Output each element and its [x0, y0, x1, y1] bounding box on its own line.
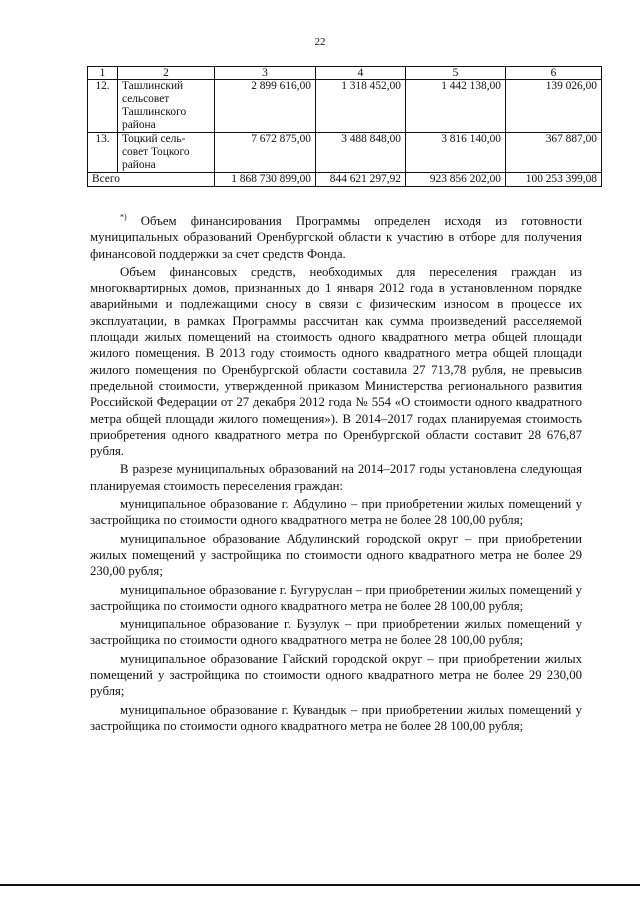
table-header-cell: 5	[406, 67, 506, 80]
value-cell: 3 816 140,00	[406, 133, 506, 173]
value-cell: 7 672 875,00	[215, 133, 316, 173]
paragraph: Объем финансовых средств, необходимых для переселения граждан из многоквартирных домов, признанных до 1 января 2012 года в установленном порядке аварийными и подлежащими сносу в связи с физическим износом в процессе их эксплуатации, в рамках Программы рассчитан как сумма произведений расселяемой площади жилых помещений на стоимость одного квадратного метра общей площади жилого помещения. В 2013 году стоимость одного квадратного метра общей площади жилого помещения по Оренбургской области составила 27 713,78 рубля, не превысив предельной стоимости, утвержденной приказом Министерства регионального развития Российской Федерации от 27 декабря 2012 года № 554 «О стоимости одного квадратного метра общей площади жилого помещения»). В 2014–2017 годах планируемая стоимость приобретения одного квадратного метра по Оренбургской области составит 28 676,87 рубля.	[90, 264, 582, 459]
total-value: 100 253 399,08	[506, 173, 602, 187]
value-cell: 3 488 848,00	[316, 133, 406, 173]
value-cell: 367 887,00	[506, 133, 602, 173]
table-header-cell: 1	[88, 67, 118, 80]
total-value: 923 856 202,00	[406, 173, 506, 187]
municipality-name: Тоцкий сель-совет Тоцкого района	[118, 133, 215, 173]
paragraph: муниципальное образование Гайский городской округ – при приобретении жилых помещений у застройщика по стоимости одного квадратного метра не более 29 230,00 рубля;	[90, 651, 582, 699]
row-number: 13.	[88, 133, 118, 173]
table-header-row	[88, 67, 602, 80]
table-header-cell: 2	[118, 67, 215, 80]
page-bottom-rule	[0, 884, 640, 886]
table-header-cell: 3	[215, 67, 316, 80]
value-cell: 1 442 138,00	[406, 80, 506, 133]
total-value: 1 868 730 899,00	[215, 173, 316, 187]
paragraph: муниципальное образование г. Бугуруслан – при приобретении жилых помещений у застройщика по стоимости одного квадратного метра не более 28 100,00 рубля;	[90, 582, 582, 613]
total-value: 844 621 297,92	[316, 173, 406, 187]
financing-table	[87, 66, 602, 187]
table-row	[88, 133, 602, 173]
paragraph: муниципальное образование г. Кувандык – при приобретении жилых помещений у застройщика по стоимости одного квадратного метра не более 28 100,00 рубля;	[90, 702, 582, 733]
paragraph: В разрезе муниципальных образований на 2014–2017 годы установлена следующая планируемая стоимость переселения граждан:	[90, 462, 582, 493]
paragraph: муниципальное образование г. Бузулук – при приобретении жилых помещений у застройщика по стоимости одного квадратного метра не более 28 100,00 рубля;	[90, 617, 582, 648]
footnote-paragraph: *) Объем финансирования Программы определен исходя из готовности муниципальных образований Оренбургской области к участию в отборе для получения финансовой поддержки за счет средств Фонда.	[90, 212, 582, 261]
body-text	[90, 213, 582, 734]
value-cell: 1 318 452,00	[316, 80, 406, 133]
value-cell: 139 026,00	[506, 80, 602, 133]
footnote-mark: *)	[120, 212, 127, 222]
value-cell: 2 899 616,00	[215, 80, 316, 133]
row-number: 12.	[88, 80, 118, 133]
paragraph: муниципальное образование г. Абдулино – при приобретении жилых помещений у застройщика по стоимости одного квадратного метра не более 28 100,00 рубля;	[90, 497, 582, 528]
page-number: 22	[314, 36, 326, 48]
total-label: Всего	[88, 173, 215, 187]
table-total-row	[88, 173, 602, 187]
table-header-cell: 6	[506, 67, 602, 80]
paragraph: муниципальное образование Абдулинский городской округ – при приобретении жилых помещений у застройщика по стоимости одного квадратного метра не более 29 230,00 рубля;	[90, 531, 582, 579]
municipality-name: Ташлинский сельсовет Ташлинского района	[118, 80, 215, 133]
table-header-cell: 4	[316, 67, 406, 80]
table-row	[88, 80, 602, 133]
